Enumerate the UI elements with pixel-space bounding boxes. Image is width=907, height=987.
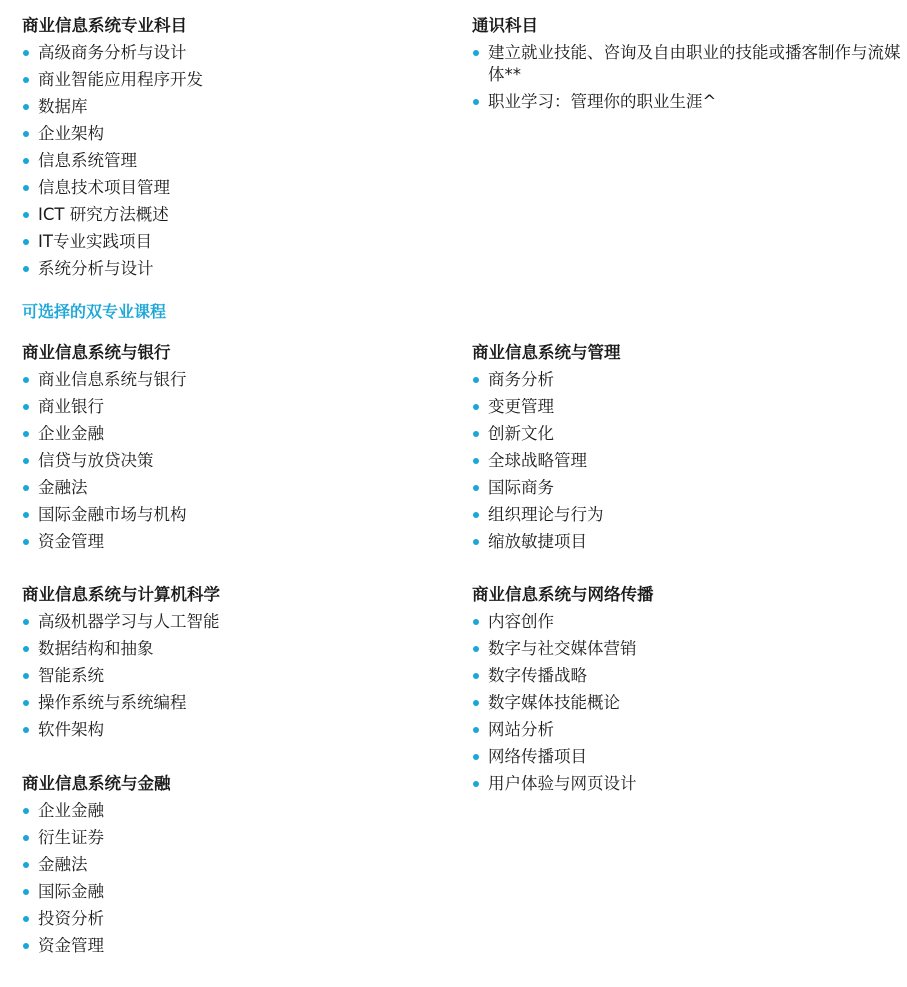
list-item: 商业智能应用程序开发 [22,69,203,91]
list-item: 内容创作 [472,611,654,633]
banking-section [22,342,187,558]
bullet-icon [23,104,29,110]
bullet-icon [473,458,479,464]
management-title: 商业信息系统与管理 [472,343,621,362]
bullet-icon [23,943,29,949]
list-item: 数字媒体技能概论 [472,692,654,714]
bullet-icon [23,77,29,83]
list-item: 金融法 [22,854,171,876]
double-major-title: 可选择的双专业课程 [22,302,167,321]
networking-title: 商业信息系统与网络传播 [472,585,654,604]
management-section [472,342,621,558]
bullet-icon [473,727,479,733]
list-item: 数据库 [22,96,203,118]
bullet-icon [23,239,29,245]
list-item: 创新文化 [472,423,621,445]
list-item: 操作系统与系统编程 [22,692,220,714]
list-item: 高级机器学习与人工智能 [22,611,220,633]
bullet-icon [23,431,29,437]
cs-list [22,611,220,741]
list-item: 国际金融 [22,881,171,903]
bullet-icon [473,539,479,545]
list-item: 国际商务 [472,477,621,499]
bullet-icon [23,916,29,922]
finance-section [22,773,171,962]
list-item: 全球战略管理 [472,450,621,472]
list-item: 建立就业技能、咨询及自由职业的技能或播客制作与流媒体** [472,42,902,86]
list-item: 职业学习：管理你的职业生涯^ [472,91,902,113]
bullet-icon [23,673,29,679]
bullet-icon [23,700,29,706]
bullet-icon [23,185,29,191]
bullet-icon [23,619,29,625]
list-item: 企业金融 [22,800,171,822]
list-item: 商务分析 [472,369,621,391]
bullet-icon [473,377,479,383]
list-item: ICT 研究方法概述 [22,204,203,226]
list-item: 网络传播项目 [472,746,654,768]
list-item: 国际金融市场与机构 [22,504,187,526]
list-item: 数字传播战略 [472,665,654,687]
bullet-icon [23,266,29,272]
bullet-icon [473,646,479,652]
bullet-icon [23,158,29,164]
list-item: 网站分析 [472,719,654,741]
list-item: 用户体验与网页设计 [472,773,654,795]
list-item: 商业银行 [22,396,187,418]
bullet-icon [23,50,29,56]
list-item: 企业架构 [22,123,203,145]
finance-title: 商业信息系统与金融 [22,774,171,793]
list-item: 投资分析 [22,908,171,930]
bullet-icon [23,485,29,491]
bullet-icon [23,131,29,137]
bullet-icon [473,619,479,625]
list-item: 金融法 [22,477,187,499]
list-item: 变更管理 [472,396,621,418]
bullet-icon [473,485,479,491]
bullet-icon [473,404,479,410]
list-item: 软件架构 [22,719,220,741]
bullet-icon [23,889,29,895]
list-item: 高级商务分析与设计 [22,42,203,64]
list-item: IT专业实践项目 [22,231,203,253]
core-subjects-section [22,15,203,285]
general-subjects-section [472,15,902,118]
bullet-icon [473,431,479,437]
list-item: 衍生证券 [22,827,171,849]
bullet-icon [473,99,479,105]
bullet-icon [23,377,29,383]
cs-section [22,584,220,746]
general-subjects-title: 通识科目 [472,16,538,35]
list-item: 资金管理 [22,935,171,957]
list-item: 信贷与放贷决策 [22,450,187,472]
banking-list [22,369,187,553]
list-item: 资金管理 [22,531,187,553]
bullet-icon [473,781,479,787]
networking-section [472,584,654,800]
list-item: 数据结构和抽象 [22,638,220,660]
networking-list [472,611,654,795]
bullet-icon [473,50,479,56]
bullet-icon [473,700,479,706]
banking-title: 商业信息系统与银行 [22,343,171,362]
cs-title: 商业信息系统与计算机科学 [22,585,220,604]
bullet-icon [473,512,479,518]
list-item: 信息系统管理 [22,150,203,172]
management-list [472,369,621,553]
core-subjects-list [22,42,203,280]
bullet-icon [23,212,29,218]
core-subjects-title: 商业信息系统专业科目 [22,16,187,35]
general-subjects-list [472,42,902,113]
list-item: 信息技术项目管理 [22,177,203,199]
bullet-icon [23,646,29,652]
bullet-icon [23,404,29,410]
bullet-icon [23,458,29,464]
bullet-icon [23,835,29,841]
bullet-icon [23,512,29,518]
list-item: 组织理论与行为 [472,504,621,526]
bullet-icon [23,539,29,545]
list-item: 数字与社交媒体营销 [472,638,654,660]
bullet-icon [23,727,29,733]
list-item: 企业金融 [22,423,187,445]
bullet-icon [23,808,29,814]
list-item: 智能系统 [22,665,220,687]
list-item: 缩放敏捷项目 [472,531,621,553]
bullet-icon [473,754,479,760]
finance-list [22,800,171,957]
list-item: 系统分析与设计 [22,258,203,280]
list-item: 商业信息系统与银行 [22,369,187,391]
bullet-icon [473,673,479,679]
bullet-icon [23,862,29,868]
